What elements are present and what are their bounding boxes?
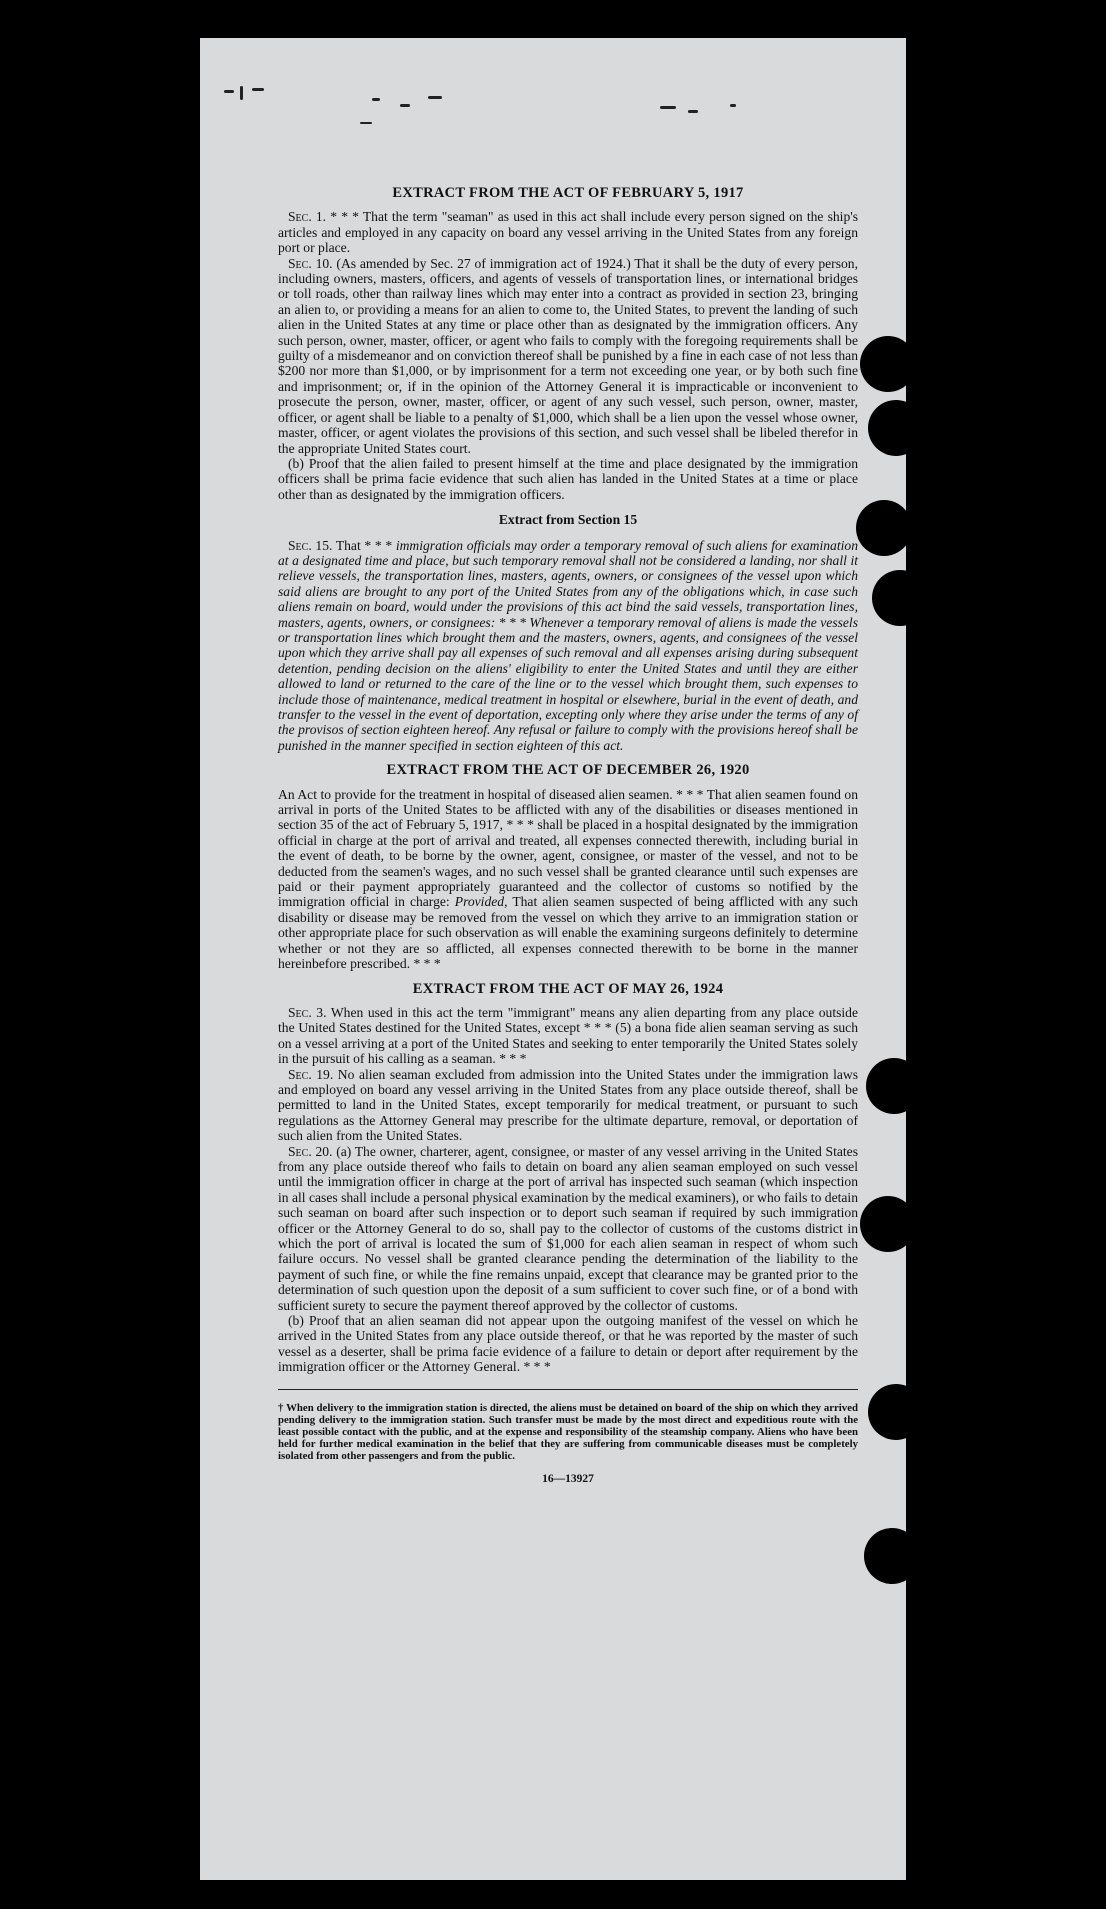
section-label: Sec. 3.	[288, 1004, 327, 1020]
paragraph	[278, 538, 858, 754]
act-1920	[278, 763, 858, 971]
section-label: Sec. 19.	[288, 1066, 334, 1082]
scan-marks	[200, 68, 906, 128]
paragraph-text: (As amended by Sec. 27 of immigration act of 1924.) That it shall be the duty of every person, including owners, masters, officers, and agents of vessels of transportation lines, or international bridges or toll roads, other than railway lines which may enter into a contract as provided in section 23, bringing an alien to, or providing a means for an alien to come to, the United States, to prevent the landing of such alien in the United States at any time or place other than as designated by the immigration officers. Any such person, owner, master, officer, or agent who fails to comply with the foregoing requirements shall be guilty of a misdemeanor and on conviction thereof shall be punished by a fine in each case of not less than $200 nor more than $1,000, or by imprisonment for a term not exceeding one year, or by both such fine and imprisonment; or, if in the opinion of the Attorney General it is impracticable or inconvenient to prosecute the person, owner, master, officer, or agent of any such vessel, such person, owner, master, officer, or agent shall be liable to a penalty of $1,000, which shall be a lien upon the vessel whose owner, master, officer, or agent violates the provisions of this section, and such vessel shall be libeled therefor in the appropriate United States court.	[278, 255, 858, 456]
paragraph-lead: That * * *	[335, 537, 393, 553]
act-1920-heading: EXTRACT FROM THE ACT OF DECEMBER 26, 1920	[386, 762, 750, 779]
punch-hole	[866, 1058, 906, 1114]
document-body	[278, 186, 858, 1487]
punch-hole	[860, 336, 906, 392]
paragraph-text: Proof that an alien seaman did not appear upon the outgoing manifest of the vessel on which he arrived in the United States from any place outside thereof, or that he was reported by the master of such vessel as a deserter, shall be prima facie evidence of a failure to detain or deport after requirement by the immigration officer or the Attorney General. * * *	[278, 1313, 859, 1375]
paragraph	[278, 1005, 858, 1067]
paragraph-text: * * * That the term "seaman" as used in this act shall include every person signed on the ship's articles and employed in any capacity on board any vessel arriving in the United States from any foreign port or place.	[278, 209, 858, 256]
paragraph-text: (a) The owner, charterer, agent, consignee, or master of any vessel arriving in the United States from any place outside thereof who fails to detain on board any alien seaman employed on such vessel until the immigration officer in charge at the port of arrival has inspected such seaman (which inspection in all cases shall include a personal physical examination by the medical examiners), or who fails to detain such seaman on board after such inspection or to deport such seaman if required by such immigration officer or the Attorney General to do so, shall pay to the collector of customs of the customs district in which the port of arrival is located the sum of $1,000 for each alien seaman in respect of whom such failure occurs. No vessel shall be granted clearance pending the determination of the liability to the payment of such fine, or while the fine remains unpaid, except that clearance may be granted prior to the determination of such question upon the deposit of a sum sufficient to cover such fine, or of a bond with sufficient surety to secure the payment thereof approved by the collector of customs.	[278, 1143, 858, 1313]
paragraph-text: Proof that the alien failed to present himself at the time and place designated by the immigration officers shall be prima facie evidence that such alien has landed in the United States at a time or place other than as designated by the immigration officers.	[278, 455, 858, 502]
paragraph	[278, 1144, 858, 1313]
section-label: (b)	[288, 455, 304, 471]
paragraph	[278, 456, 858, 502]
act-1924-heading: EXTRACT FROM THE ACT OF MAY 26, 1924	[412, 980, 724, 997]
section-label: Sec. 1.	[288, 209, 327, 225]
act-1917	[278, 186, 858, 502]
paragraph-text-2: That alien seamen suspected of being afflicted with any such disability or disease may be removed from the vessel on which they arrive to an immigration station or other appropriate place for such observation as will enable the examining surgeons definitely to determine whether or not they are so afflicted, all expenses connected therewith to be borne in the manner hereinbefore prescribed. * * *	[278, 894, 859, 972]
punch-hole	[872, 570, 906, 626]
document-page	[200, 38, 906, 1880]
provided-label: Provided,	[454, 894, 508, 910]
paragraph-text: No alien seaman excluded from admission into the United States under the immigration laws and employed on board any vessel arriving in the United States from any place outside thereof, shall be permitted to land in the United States, except temporarily for medical treatment, or pursuant to such regulations as the Attorney General may prescribe for the ultimate departure, removal, or deportation of such alien from the United States.	[278, 1066, 858, 1144]
act-1917-heading: EXTRACT FROM THE ACT OF FEBRUARY 5, 1917	[392, 185, 744, 201]
section-label: (b)	[288, 1313, 304, 1329]
paragraph-text: When used in this act the term "immigrant" means any alien departing from any place outside the United States destined for the United States, except * * * (5) a bona fide alien seaman serving as such on a vessel arriving at a port of the United States and seeking to enter temporarily the United States solely in the pursuit of his calling as a seaman. * * *	[278, 1004, 858, 1067]
page-number: 16—13927	[542, 1472, 594, 1485]
section-15-heading: Extract from Section 15	[498, 512, 638, 528]
paragraph	[278, 787, 858, 972]
paragraph-text: An Act to provide for the treatment in hospital of diseased alien seamen. * * * That alien seamen found on arrival in ports of the United States to be afflicted with any of the disabilities or diseases mentioned in section 35 of the act of February 5, 1917, * * * shall be placed in a hospital designated by the immigration official in charge at the port of arrival and treated, all expenses connected therewith, including burial in the event of death, to be borne by the owner, agent, consignee, or master of the vessel, and not to be deducted from the seamen's wages, and no such vessel shall be granted clearance until such expenses are paid or their payment appropriately guaranteed and the collector of customs so notified by the immigration official in charge:	[278, 786, 858, 910]
footnote: † When delivery to the immigration station is directed, the aliens must be detained on board of the ship on which they arrived pending delivery to the immigration station. Such transfer must be made by the most direct and expeditious route with the least possible contact with the public, and at the expense and responsibility of the steamship company. Aliens who have been held for further medical examination in the belief that they are suffering from communicable diseases must be completely isolated from other passengers and from the public.	[278, 1401, 858, 1462]
section-label: Sec. 15.	[288, 537, 333, 553]
paragraph-text: immigration officials may order a temporary removal of such aliens for examination at a designated time and place, but such temporary removal shall not be considered a landing, nor shall it relieve vessels, the transportation lines, masters, agents, owners, or consignees of the vessel upon which said aliens are brought to any port of the United States from any of the obligations which, in case such aliens remain on board, would under the provisions of this act bind the said vessels, transportation lines, masters, agents, owners, or consignees: * * * Whenever a temporary removal of aliens is made the vessels or transportation lines which brought them and the masters, owners, agents, and consignees of the vessel upon which they arrive shall pay all expenses of such removal and all expenses arising during subsequent detention, pending decision on the aliens' eligibility to enter the United States and until they are either allowed to land or returned to the care of the line or to the vessel which brought them, such expenses to include those of maintenance, medical treatment in hospital or elsewhere, burial in the event of death, and transfer to the vessel in the event of deportation, excepting only where they arise under the terms of any of the provisos of section eighteen hereof. Any refusal or failure to comply with the provisions hereof shall be punished in the manner specified in section eighteen of this act.	[278, 537, 859, 753]
paragraph	[278, 1067, 858, 1144]
punch-hole	[868, 400, 906, 456]
divider-rule	[278, 1389, 858, 1390]
act-1924	[278, 982, 858, 1375]
punch-hole	[860, 1196, 906, 1252]
paragraph	[278, 1313, 858, 1375]
punch-hole	[868, 1384, 906, 1440]
punch-hole	[856, 500, 906, 556]
section-label: Sec. 10.	[288, 255, 333, 271]
paragraph	[278, 256, 858, 456]
section-15	[278, 512, 858, 753]
punch-hole	[864, 1528, 906, 1584]
paragraph	[278, 209, 858, 255]
section-label: Sec. 20.	[288, 1143, 333, 1159]
